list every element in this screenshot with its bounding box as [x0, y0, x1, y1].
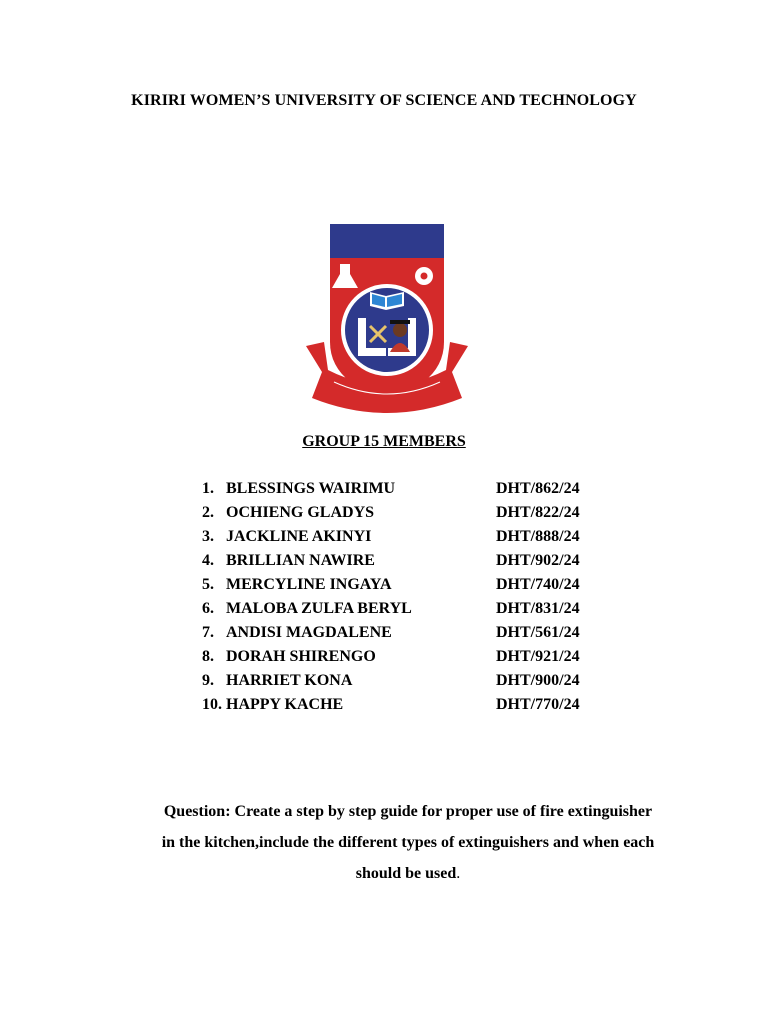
document-title: KIRIRI WOMEN’S UNIVERSITY OF SCIENCE AND TECHNOLOGY	[131, 92, 637, 109]
member-name: HARRIET KONA	[226, 672, 353, 689]
member-number: 2.	[202, 504, 214, 521]
member-row	[202, 645, 622, 669]
member-number: 10.	[202, 696, 222, 713]
member-name: BRILLIAN NAWIRE	[226, 552, 375, 569]
question-end-period: .	[456, 865, 461, 882]
member-row	[202, 549, 622, 573]
member-row	[202, 621, 622, 645]
member-reg-number: DHT/921/24	[496, 648, 580, 665]
member-reg-number: DHT/770/24	[496, 696, 580, 713]
question-line-2: in the kitchen,include the different types of extinguishers and when each	[161, 834, 655, 851]
question-line-1: Question: Create a step by step guide for proper use of fire extinguisher	[163, 803, 653, 820]
member-number: 4.	[202, 552, 214, 569]
member-number: 6.	[202, 600, 214, 617]
member-row	[202, 573, 622, 597]
member-list	[202, 477, 622, 717]
member-row	[202, 477, 622, 501]
member-reg-number: DHT/561/24	[496, 624, 580, 641]
member-name: JACKLINE AKINYI	[226, 528, 372, 545]
member-reg-number: DHT/822/24	[496, 504, 580, 521]
member-reg-number: DHT/831/24	[496, 600, 580, 617]
member-reg-number: DHT/862/24	[496, 480, 580, 497]
member-name: MALOBA ZULFA BERYL	[226, 600, 412, 617]
member-reg-number: DHT/888/24	[496, 528, 580, 545]
member-name: ANDISI MAGDALENE	[226, 624, 392, 641]
member-row	[202, 597, 622, 621]
member-name: OCHIENG GLADYS	[226, 504, 375, 521]
question-line-3	[120, 858, 696, 889]
member-number: 3.	[202, 528, 214, 545]
member-name: DORAH SHIRENGO	[226, 648, 376, 665]
member-number: 5.	[202, 576, 214, 593]
member-reg-number: DHT/902/24	[496, 552, 580, 569]
question-text	[120, 796, 696, 889]
member-reg-number: DHT/900/24	[496, 672, 580, 689]
member-row	[202, 501, 622, 525]
member-number: 1.	[202, 480, 214, 497]
question-line-3-text: should be used	[355, 865, 457, 882]
member-row	[202, 525, 622, 549]
member-number: 7.	[202, 624, 214, 641]
member-name: BLESSINGS WAIRIMU	[226, 480, 396, 497]
member-name: MERCYLINE INGAYA	[226, 576, 392, 593]
member-row	[202, 693, 622, 717]
member-number: 9.	[202, 672, 214, 689]
member-reg-number: DHT/740/24	[496, 576, 580, 593]
group-heading: GROUP 15 MEMBERS	[302, 433, 466, 450]
member-row	[202, 669, 622, 693]
member-number: 8.	[202, 648, 214, 665]
university-logo	[304, 222, 470, 418]
member-name: HAPPY KACHE	[226, 696, 344, 713]
